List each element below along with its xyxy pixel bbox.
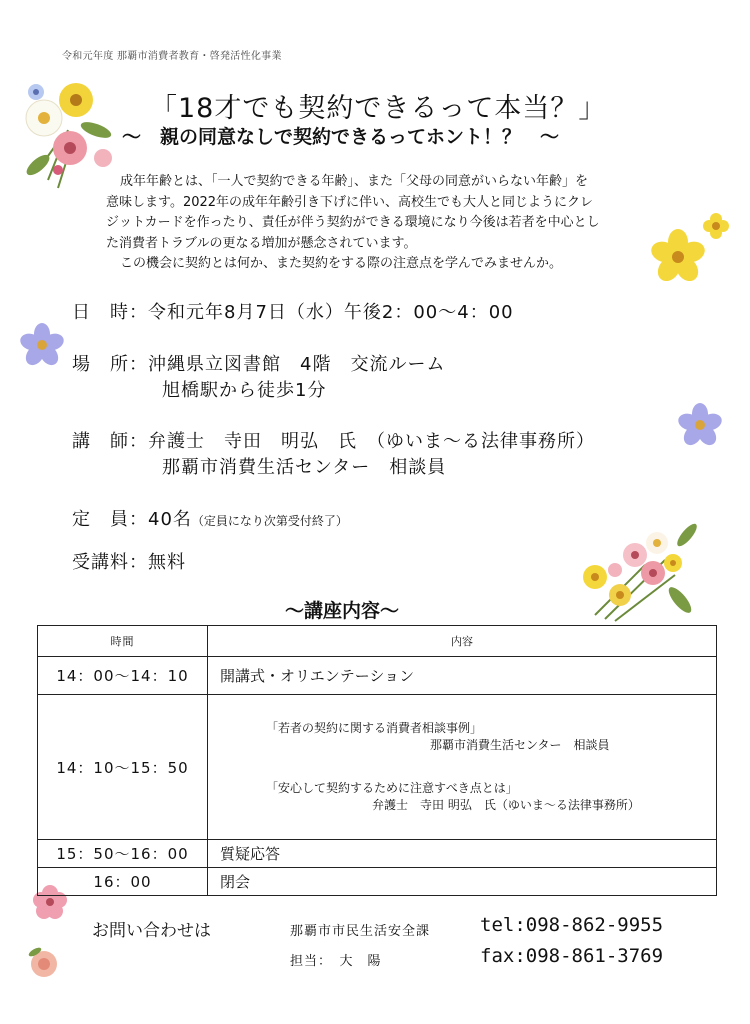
contact-person: 担当： 大 陽 [290, 954, 382, 969]
intro-line: た消費者トラブルの更なる増加が懸念されています。 [106, 235, 417, 251]
table-header-row [38, 626, 717, 657]
place-label: 場 所： [72, 354, 148, 375]
row-content: 閉会 [208, 868, 717, 896]
lecturer-value-2: 那覇市消費生活センター 相談員 [162, 457, 447, 478]
capacity-note: （定員になり次第受付終了） [191, 514, 348, 528]
contact-tel: tel:098-862-9955 [480, 914, 664, 936]
datetime-label: 日 時： [72, 302, 148, 323]
talk-speaker: 那覇市消費生活センター 相談員 [430, 738, 610, 752]
intro-line: 成年年齢とは、「一人で契約できる年齢」、また「父母の同意がいらない年齢」を [120, 174, 589, 189]
row-content [208, 695, 717, 840]
lecturer-label: 講 師： [72, 431, 148, 452]
page-subtitle: ～ 親の同意なしで契約できるってホント！？ ～ [122, 126, 560, 148]
lecturer-value: 弁護士 寺田 明弘 氏 （ゆいま～る法律事務所） [148, 431, 595, 452]
place-row [72, 350, 445, 376]
row-time: 15：50～16：00 [38, 840, 208, 868]
talk-title: 「安心して契約するために注意すべき点とは」 [266, 781, 518, 795]
row-content: 質疑応答 [208, 840, 717, 868]
row-time: 14：00～14：10 [38, 657, 208, 695]
flower-bouquet-bottom-right-icon [575, 515, 705, 625]
fee-row [72, 548, 186, 574]
series-label: 令和元年度 那覇市消費者教育・啓発活性化事業 [62, 51, 282, 62]
capacity-row [72, 505, 348, 531]
intro-text [92, 172, 652, 275]
col-content-header: 内容 [208, 626, 717, 657]
purple-flower-right-icon [676, 402, 724, 448]
contact-org: 那覇市市民生活安全課 [290, 924, 431, 939]
datetime-row [72, 298, 514, 324]
purple-flower-left-icon [18, 322, 66, 368]
table-row [38, 840, 717, 868]
table-row [38, 868, 717, 896]
pink-bud-icon [25, 944, 63, 982]
fee-value: 無料 [148, 552, 186, 573]
fee-label: 受講料： [72, 552, 148, 573]
contact-label: お問い合わせは [92, 921, 211, 941]
talk-speaker: 弁護士 寺田 明弘 氏（ゆいま～る法律事務所） [372, 798, 640, 812]
schedule-table [37, 625, 717, 896]
talk-title: 「若者の契約に関する消費者相談事例」 [266, 721, 483, 735]
page-title: 「18才でも契約できるって本当？」 [150, 93, 607, 124]
row-time: 16：00 [38, 868, 208, 896]
row-time: 14：10～15：50 [38, 695, 208, 840]
capacity-label: 定 員： [72, 509, 148, 530]
intro-line: この機会に契約とは何か、また契約をする際の注意点を学んでみませんか。 [120, 256, 563, 271]
row-content: 開講式・オリエンテーション [208, 657, 717, 695]
capacity-value: 40名 [148, 509, 192, 530]
small-yellow-flower-icon [700, 210, 732, 242]
contact-fax: fax:098-861-3769 [480, 945, 664, 967]
col-time-header: 時間 [38, 626, 208, 657]
table-row [38, 695, 717, 840]
table-row [38, 657, 717, 695]
lecturer-row [72, 427, 595, 453]
intro-line: 意味します。2022年の成年年齢引き下げに伴い、高校生でも大人と同じようにクレ [106, 194, 594, 210]
intro-line: ジットカードを作ったり、責任が伴う契約ができる環境になり今後は若者を中心とし [106, 215, 600, 230]
place-value: 沖縄県立図書館 4階 交流ルーム [148, 354, 446, 375]
datetime-value: 令和元年8月7日（水）午後2：00～4：00 [148, 302, 514, 323]
place-access: 旭橋駅から徒歩1分 [162, 380, 327, 401]
schedule-title: ～講座内容～ [285, 600, 400, 622]
